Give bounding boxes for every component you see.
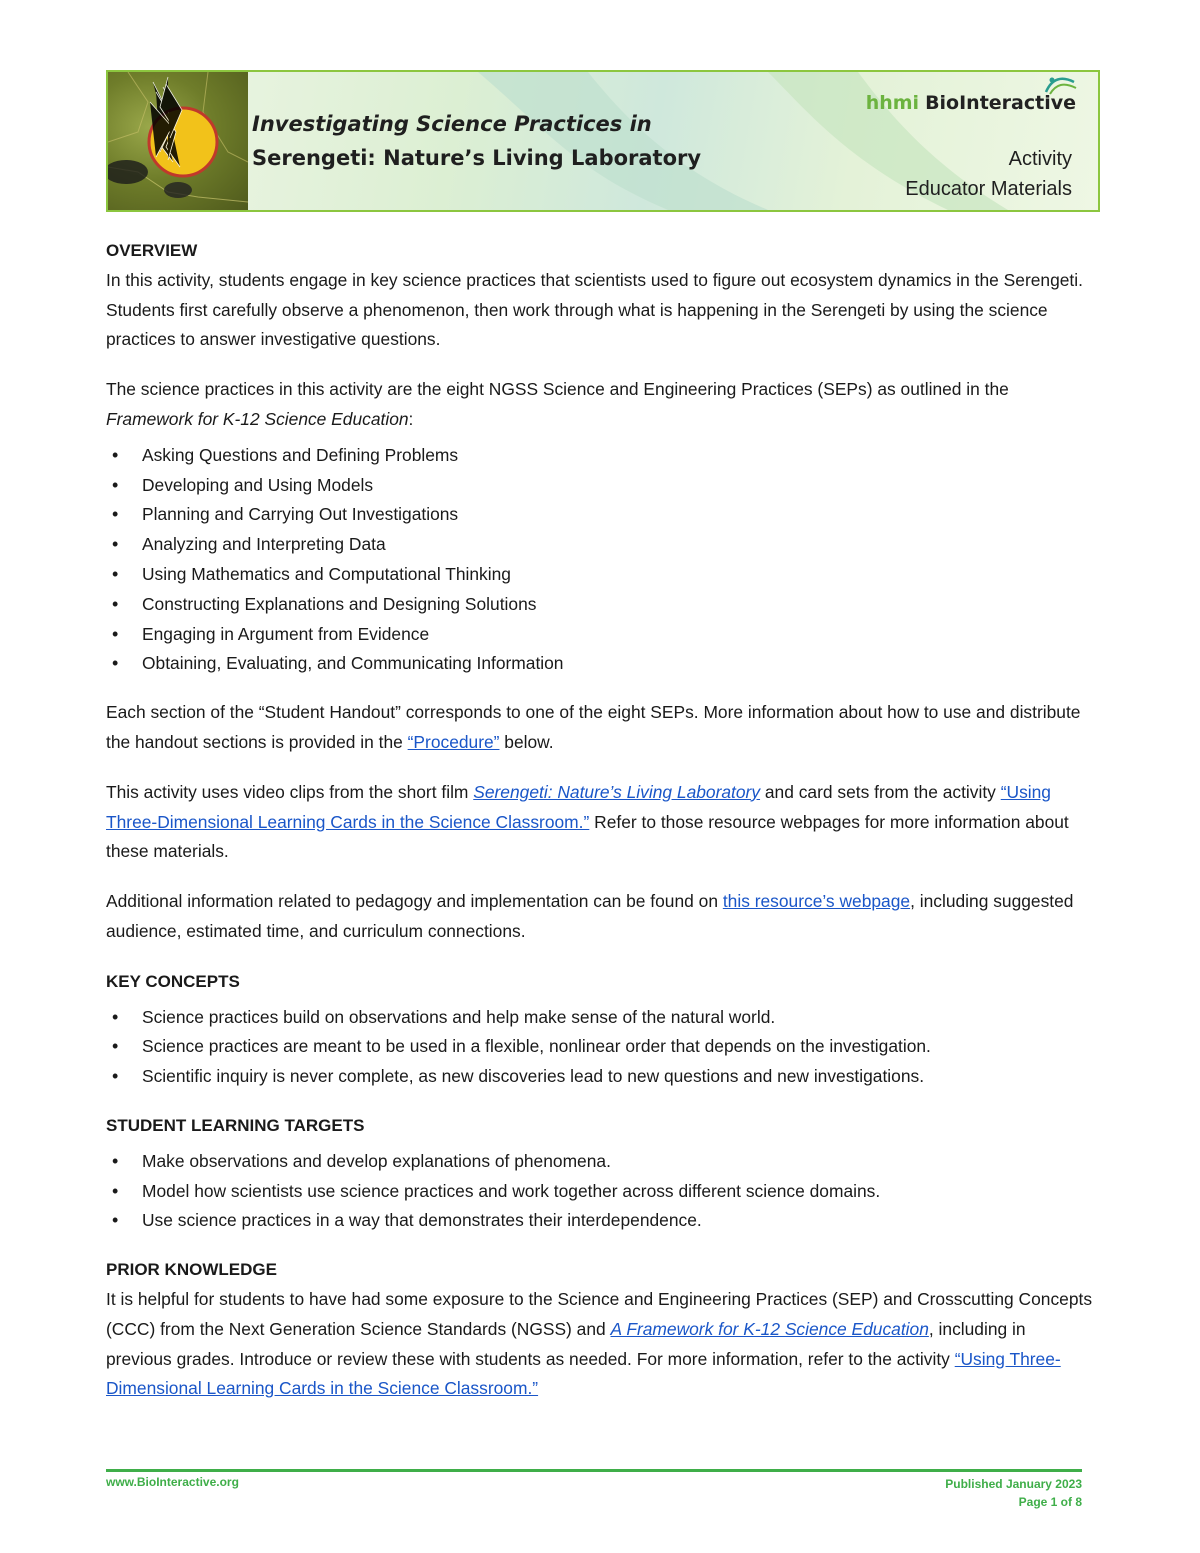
overview-paragraph-5 <box>106 887 1096 947</box>
list-item: • Asking Questions and Defining Problems <box>106 441 1096 471</box>
learning-cards-link-2[interactable]: “Using Three-Dimensional Learning Cards in the Science Classroom.” <box>106 1348 1061 1399</box>
list-item: • Analyzing and Interpreting Data <box>106 530 1096 560</box>
resource-webpage-link[interactable]: this resource’s webpage <box>722 891 911 912</box>
framework-title: Framework for K-12 Science Education <box>106 408 409 429</box>
document-body <box>106 236 1096 1424</box>
p2-end: : <box>408 408 414 429</box>
practices-list <box>106 441 1096 679</box>
title-line-2: Serengeti: Nature’s Living Laboratory <box>252 146 702 170</box>
serengeti-map-image <box>108 72 248 210</box>
list-item: • Constructing Explanations and Designing Solutions <box>106 590 1096 620</box>
list-item: • Developing and Using Models <box>106 471 1096 501</box>
list-item: • Make observations and develop explanations of phenomena. <box>106 1147 1096 1177</box>
p5-text: Additional information related to pedagogy and implementation can be found on <box>106 891 723 912</box>
title-line-1: Investigating Science Practices in <box>252 112 652 136</box>
prior-knowledge-heading: PRIOR KNOWLEDGE <box>106 1260 277 1280</box>
p3-text: Each section of the “Student Handout” corresponds to one of the eight SEPs. More information about how to use and distribute the handout sections is provided in the <box>106 702 1081 752</box>
key-concepts-list <box>106 1003 1096 1092</box>
framework-k12-link[interactable]: A Framework for K-12 Science Education <box>610 1318 929 1339</box>
footer-divider <box>106 1469 1082 1472</box>
p5-end: , including suggested audience, estimated time, and curriculum connections. <box>106 891 1074 941</box>
overview-paragraph-1: In this activity, students engage in key science practices that scientists used to figure out ecosystem dynamics in the Serengeti. Students first carefully observe a phenomenon, then work through what is happening in the Serengeti by using the science practices to answer investigative questions. <box>106 269 1083 350</box>
list-item: • Science practices build on observations and help make sense of the natural world. <box>106 1003 1096 1033</box>
header-banner <box>106 70 1100 212</box>
brand-hhmi: hhmi <box>865 92 920 114</box>
overview-paragraph-2 <box>106 375 1096 435</box>
list-item: • Using Mathematics and Computational Thinking <box>106 560 1096 590</box>
pk-text: It is helpful for students to have had some exposure to the Science and Engineering Practices (SEP) and Crosscutting Concepts (CCC) from the Next Generation Science Standards (NGSS) and <box>106 1288 1093 1339</box>
list-item: • Scientific inquiry is never complete, as new discoveries lead to new questions and new investigations. <box>106 1062 1096 1092</box>
published-date: Published January 2023 <box>945 1477 1082 1491</box>
learning-cards-link[interactable]: “Using Three-Dimensional Learning Cards in the Science Classroom.” <box>106 781 1051 832</box>
prior-knowledge-paragraph <box>106 1285 1096 1404</box>
overview-paragraph-3 <box>106 698 1096 758</box>
overview-paragraph-4 <box>106 778 1096 867</box>
overview-heading: OVERVIEW <box>106 241 198 260</box>
list-item: • Use science practices in a way that demonstrates their interdependence. <box>106 1206 1096 1236</box>
hhmi-biointeractive-logo <box>866 92 1076 114</box>
pk-mid: , including in previous grades. Introduce or review these with students as needed. For more information, refer to the activity <box>106 1318 1026 1369</box>
brand-biointeractive: BioInteractive <box>925 92 1076 114</box>
p2-text: The science practices in this activity are the eight NGSS Science and Engineering Practices (SEPs) as outlined in the <box>106 379 1009 400</box>
list-item: • Science practices are meant to be used in a flexible, nonlinear order that depends on the investigation. <box>106 1032 1096 1062</box>
key-concepts-heading: KEY CONCEPTS <box>106 971 240 991</box>
learning-targets-list <box>106 1147 1096 1236</box>
list-item: • Model how scientists use science practices and work together across different science domains. <box>106 1177 1096 1207</box>
list-item: • Planning and Carrying Out Investigations <box>106 500 1096 530</box>
p4-mid: and card sets from the activity <box>760 781 1001 802</box>
p4-end: Refer to those resource webpages for more information about these materials. <box>106 811 1069 862</box>
activity-label: Activity <box>1008 148 1072 170</box>
list-item: • Obtaining, Evaluating, and Communicating Information <box>106 649 1096 679</box>
page-number: Page 1 of 8 <box>1018 1495 1082 1509</box>
footer-website[interactable]: www.BioInteractive.org <box>106 1475 239 1489</box>
learning-targets-heading: STUDENT LEARNING TARGETS <box>106 1115 365 1135</box>
p4-text: This activity uses video clips from the short film <box>106 781 474 802</box>
footer-info <box>945 1475 1082 1511</box>
procedure-link[interactable]: “Procedure” <box>407 731 500 752</box>
p3-end: below. <box>499 731 554 752</box>
document-title <box>252 112 701 170</box>
educator-materials-label: Educator Materials <box>905 178 1072 200</box>
list-item: • Engaging in Argument from Evidence <box>106 620 1096 650</box>
serengeti-film-link[interactable]: Serengeti: Nature’s Living Laboratory <box>473 781 761 802</box>
